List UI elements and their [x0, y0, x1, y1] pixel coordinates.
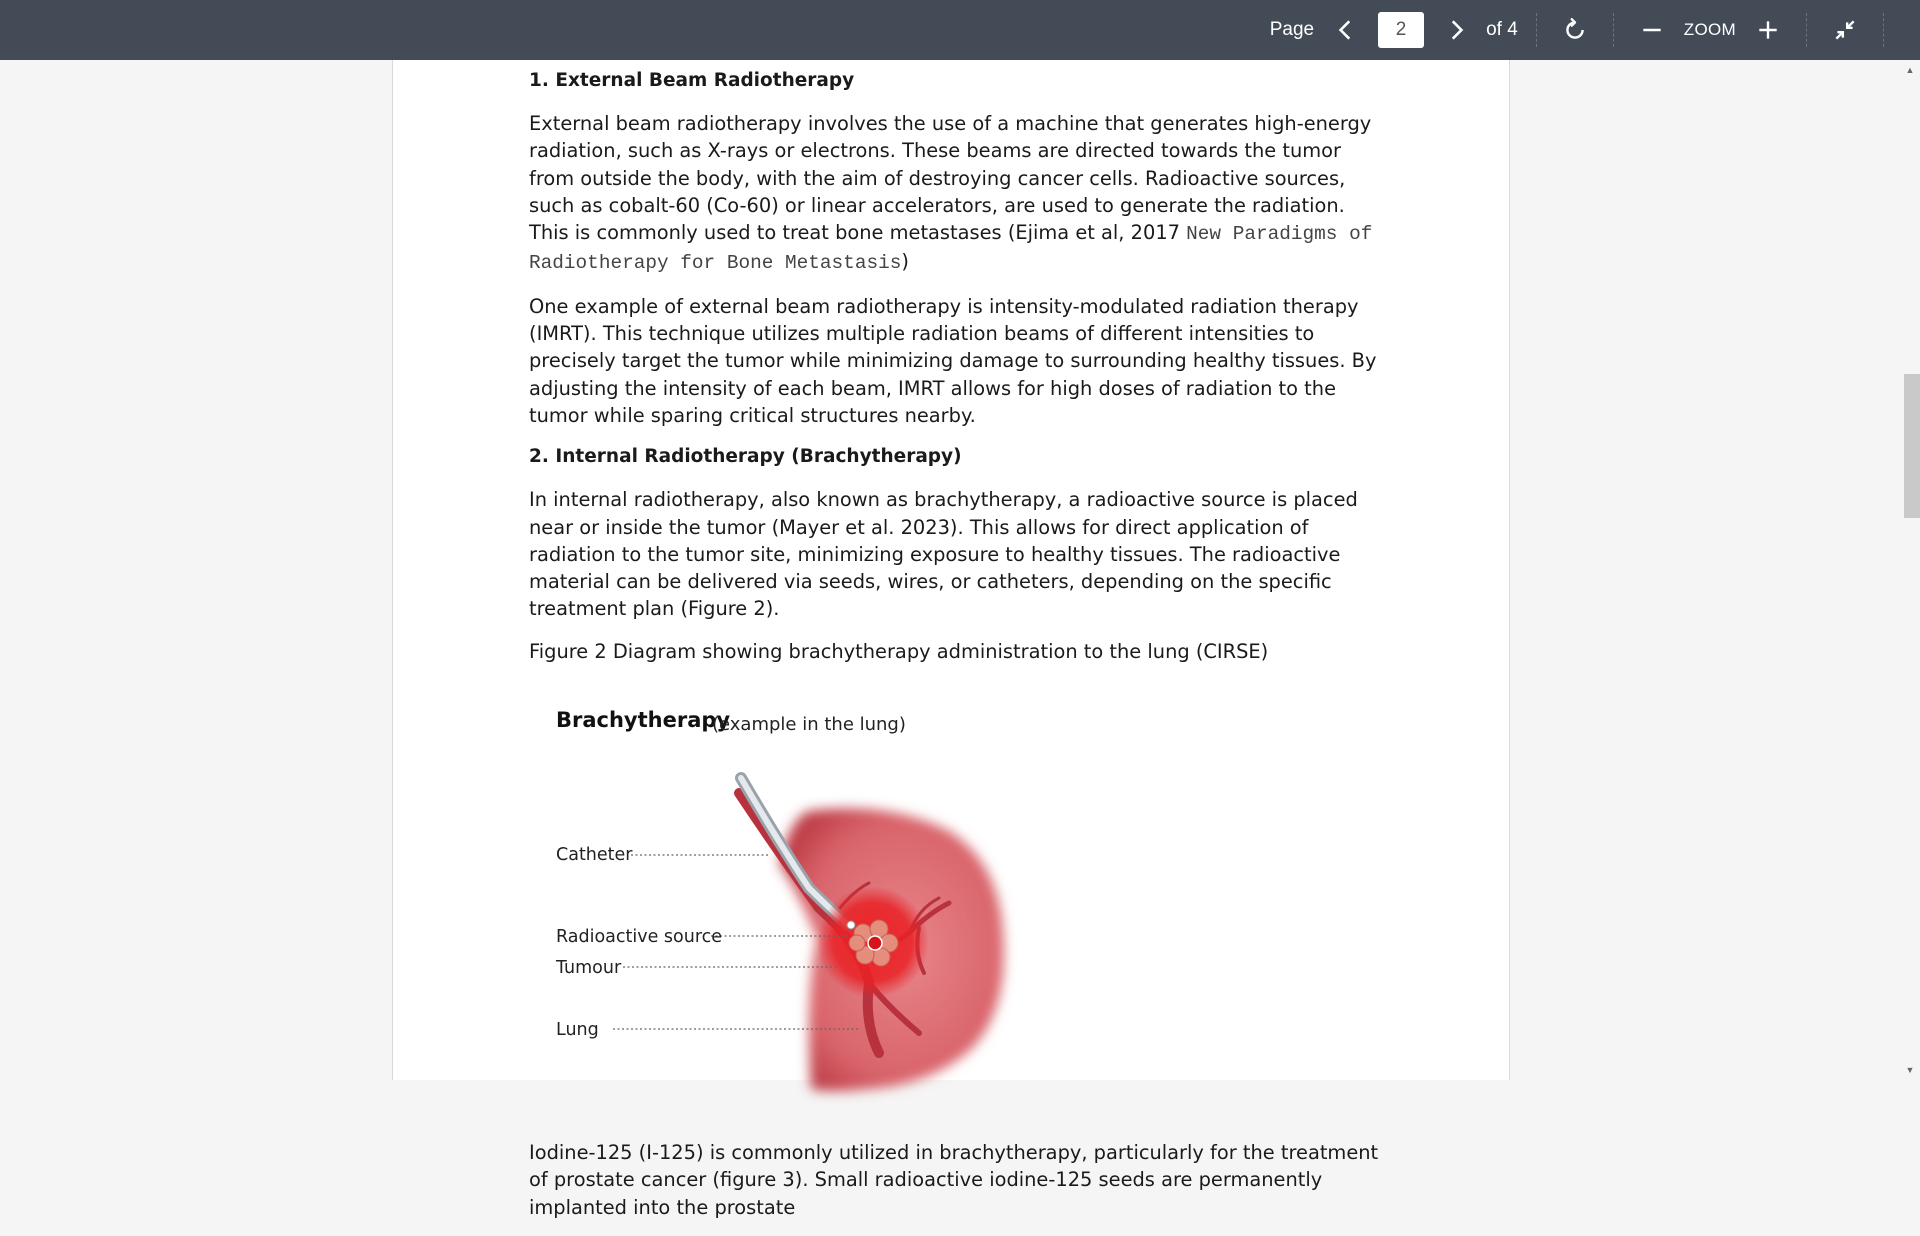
paragraph-iodine: Iodine-125 (I-125) is commonly utilized in brachytherapy, particularly for the treatment of prostate cancer (figure 3). Small radioactive iodine-125 seeds are permanently implanted into the prostate: [529, 1141, 1379, 1219]
pdf-toolbar: [0, 0, 1920, 60]
label-radioactive-source: Radioactive source: [556, 927, 723, 948]
vertical-scrollbar[interactable]: [1900, 60, 1920, 1080]
scroll-up-arrow-icon[interactable]: ▲: [1905, 65, 1915, 75]
page-count-label: of 4: [1486, 19, 1518, 40]
pdf-page: [392, 60, 1510, 1219]
page-label: Page: [1269, 19, 1315, 40]
scrollbar-thumb[interactable]: [1904, 374, 1920, 518]
paragraph-external-beam: [529, 110, 1389, 278]
brachytherapy-figure: [529, 693, 1089, 1113]
chevron-right-icon: [1443, 17, 1469, 43]
rotate-icon: [1562, 17, 1588, 43]
label-tumour: Tumour: [556, 958, 622, 979]
next-page-button[interactable]: [1436, 10, 1476, 50]
section-heading-external-beam: 1. External Beam Radiotherapy: [529, 70, 855, 91]
plus-icon: [1755, 17, 1781, 43]
zoom-in-button[interactable]: [1748, 10, 1788, 50]
section-heading-internal: 2. Internal Radiotherapy (Brachytherapy): [529, 446, 962, 468]
minus-icon: [1639, 17, 1665, 43]
exit-fullscreen-button[interactable]: [1825, 10, 1865, 50]
zoom-out-button[interactable]: [1632, 10, 1672, 50]
toolbar-divider: [1806, 13, 1807, 47]
page-number-input[interactable]: [1378, 12, 1424, 48]
collapse-icon: [1832, 17, 1858, 43]
figure-title: Brachytherapy: [556, 708, 731, 733]
page-content: [529, 68, 1389, 1236]
scroll-down-arrow-icon[interactable]: ▼: [1905, 1065, 1915, 1075]
zoom-label: ZOOM: [1683, 20, 1736, 39]
chevron-left-icon: [1333, 17, 1359, 43]
paragraph-text: External beam radiotherapy involves the use of a machine that generates high-energy radiation, such as X-rays or electrons. These beams are directed towards the tumor from outside the body, with the aim of destroying cancer cells. Radioactive sources, such as cobalt-60 (Co-60) or linear accelerators, are used to generate the radiation. This is commonly used to treat bone metastases (Ejima et al, 2017: [529, 112, 1372, 245]
toolbar-divider: [1883, 13, 1884, 47]
figure-caption: Figure 2 Diagram showing brachytherapy administration to the lung (CIRSE): [529, 639, 1269, 663]
citation-close: ): [901, 250, 909, 274]
paragraph-imrt: One example of external beam radiotherapy is intensity-modulated radiation therapy (IMRT). This technique utilizes multiple radiation beams of different intensities to precisely target the tumor while minimizing damage to surrounding healthy tissues. By adjusting the intensity of each beam, IMRT allows for high doses of radiation to the tumor while sparing critical structures nearby.: [529, 294, 1377, 427]
label-lung: Lung: [556, 1020, 599, 1041]
toolbar-divider: [1613, 13, 1614, 47]
radioactive-source-dot: [868, 936, 882, 950]
citation-title: New Paradigms of Radiotherapy for Bone Metastasis: [529, 223, 1373, 275]
brachytherapy-diagram: [529, 693, 1089, 1113]
toolbar-divider: [1536, 13, 1537, 47]
previous-page-button[interactable]: [1326, 10, 1366, 50]
document-viewer[interactable]: [0, 60, 1920, 1219]
label-catheter: Catheter: [556, 845, 633, 866]
paragraph-brachytherapy: In internal radiotherapy, also known as brachytherapy, a radioactive source is placed near or inside the tumor (Mayer et al. 2023). This allows for direct application of radiation to the tumor site, minimizing exposure to healthy tissues. The radioactive material can be delivered via seeds, wires, or catheters, depending on the specific treatment plan (Figure 2).: [529, 488, 1358, 621]
figure-subtitle: (example in the lung): [712, 714, 906, 736]
rotate-button[interactable]: [1555, 10, 1595, 50]
